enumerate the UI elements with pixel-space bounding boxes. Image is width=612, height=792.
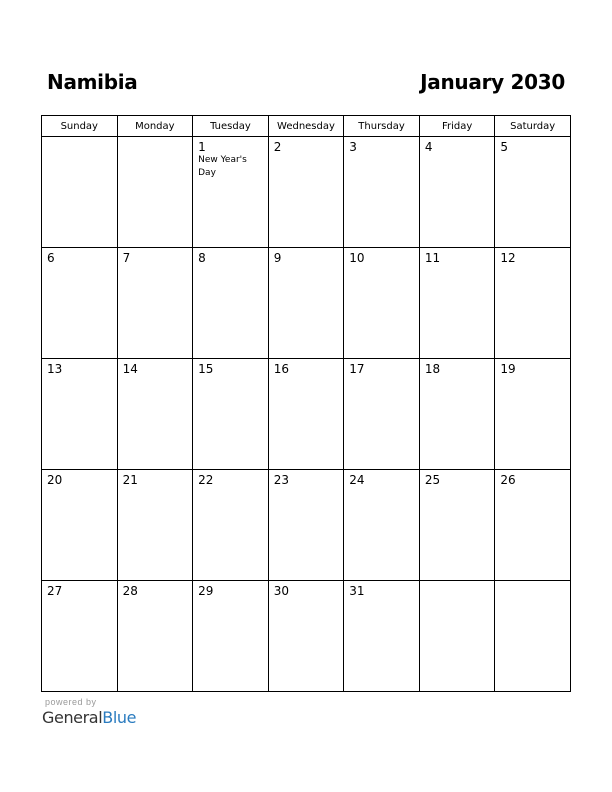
day-cell <box>419 137 495 248</box>
day-number: 3 <box>349 140 357 154</box>
day-number: 22 <box>198 473 214 487</box>
day-number: 10 <box>349 251 365 265</box>
day-cell <box>117 137 193 248</box>
day-number: 26 <box>500 473 516 487</box>
day-number: 6 <box>47 251 55 265</box>
day-number: 11 <box>424 251 441 265</box>
day-number: 15 <box>198 362 214 376</box>
day-cell <box>344 359 420 470</box>
day-cell <box>495 137 571 248</box>
day-number: 30 <box>273 584 289 598</box>
day-cell <box>117 581 193 692</box>
day-cell <box>42 581 118 692</box>
day-cell <box>495 248 571 359</box>
day-number: 1 <box>198 140 206 154</box>
day-number: 17 <box>349 362 365 376</box>
holiday-label: New Year's Day <box>198 155 247 178</box>
day-number: 28 <box>122 584 138 598</box>
calendar-grid <box>41 115 571 692</box>
day-cell <box>419 470 495 581</box>
day-cell <box>495 359 571 470</box>
weekday-header: Sunday <box>42 116 118 137</box>
day-number: 24 <box>349 473 365 487</box>
day-cell <box>193 137 269 248</box>
day-number: 8 <box>198 251 206 265</box>
day-cell <box>268 581 344 692</box>
week-row <box>42 470 571 581</box>
day-number: 21 <box>122 473 138 487</box>
day-number: 5 <box>500 140 509 154</box>
weekday-header: Saturday <box>495 116 571 137</box>
day-cell <box>193 581 269 692</box>
day-cell <box>344 470 420 581</box>
day-cell <box>117 470 193 581</box>
brand-blue-text: Blue <box>102 708 137 727</box>
day-number: 2 <box>273 140 282 154</box>
day-number: 19 <box>500 362 516 376</box>
day-cell <box>268 137 344 248</box>
day-cell <box>268 470 344 581</box>
day-number: 16 <box>273 362 289 376</box>
day-number: 27 <box>47 584 63 598</box>
day-number: 25 <box>424 473 441 487</box>
day-number: 4 <box>424 140 433 154</box>
day-cell <box>42 470 118 581</box>
weekday-header: Thursday <box>344 116 420 137</box>
day-cell <box>193 470 269 581</box>
day-cell <box>268 248 344 359</box>
weekday-header: Tuesday <box>193 116 269 137</box>
week-row <box>42 581 571 692</box>
week-row <box>42 359 571 470</box>
day-cell <box>495 581 571 692</box>
day-cell <box>344 137 420 248</box>
day-cell <box>419 248 495 359</box>
day-number: 14 <box>122 362 138 376</box>
day-number: 9 <box>273 251 282 265</box>
day-cell <box>42 137 118 248</box>
day-number: 7 <box>122 251 131 265</box>
day-number: 20 <box>47 473 63 487</box>
day-cell <box>344 581 420 692</box>
day-cell <box>193 248 269 359</box>
brand-general-text: General <box>42 708 103 727</box>
country-title: Namibia <box>47 70 138 94</box>
day-number: 31 <box>349 584 365 598</box>
day-cell <box>117 248 193 359</box>
generalblue-logo[interactable] <box>42 708 136 727</box>
day-cell <box>419 359 495 470</box>
weekday-header: Wednesday <box>268 116 344 137</box>
day-number: 29 <box>198 584 214 598</box>
day-cell <box>495 470 571 581</box>
weekday-header: Monday <box>117 116 193 137</box>
weekday-header: Friday <box>419 116 495 137</box>
powered-by-text: powered by <box>45 697 97 707</box>
day-cell <box>193 359 269 470</box>
day-cell <box>117 359 193 470</box>
month-year-title: January 2030 <box>420 70 565 94</box>
day-cell <box>42 359 118 470</box>
day-cell <box>42 248 118 359</box>
day-number: 12 <box>500 251 516 265</box>
weekday-header-row <box>42 116 571 137</box>
day-number: 18 <box>424 362 441 376</box>
week-row <box>42 248 571 359</box>
day-number: 13 <box>47 362 63 376</box>
day-cell <box>344 248 420 359</box>
day-cell <box>419 581 495 692</box>
week-row <box>42 137 571 248</box>
day-cell <box>268 359 344 470</box>
day-number: 23 <box>273 473 289 487</box>
